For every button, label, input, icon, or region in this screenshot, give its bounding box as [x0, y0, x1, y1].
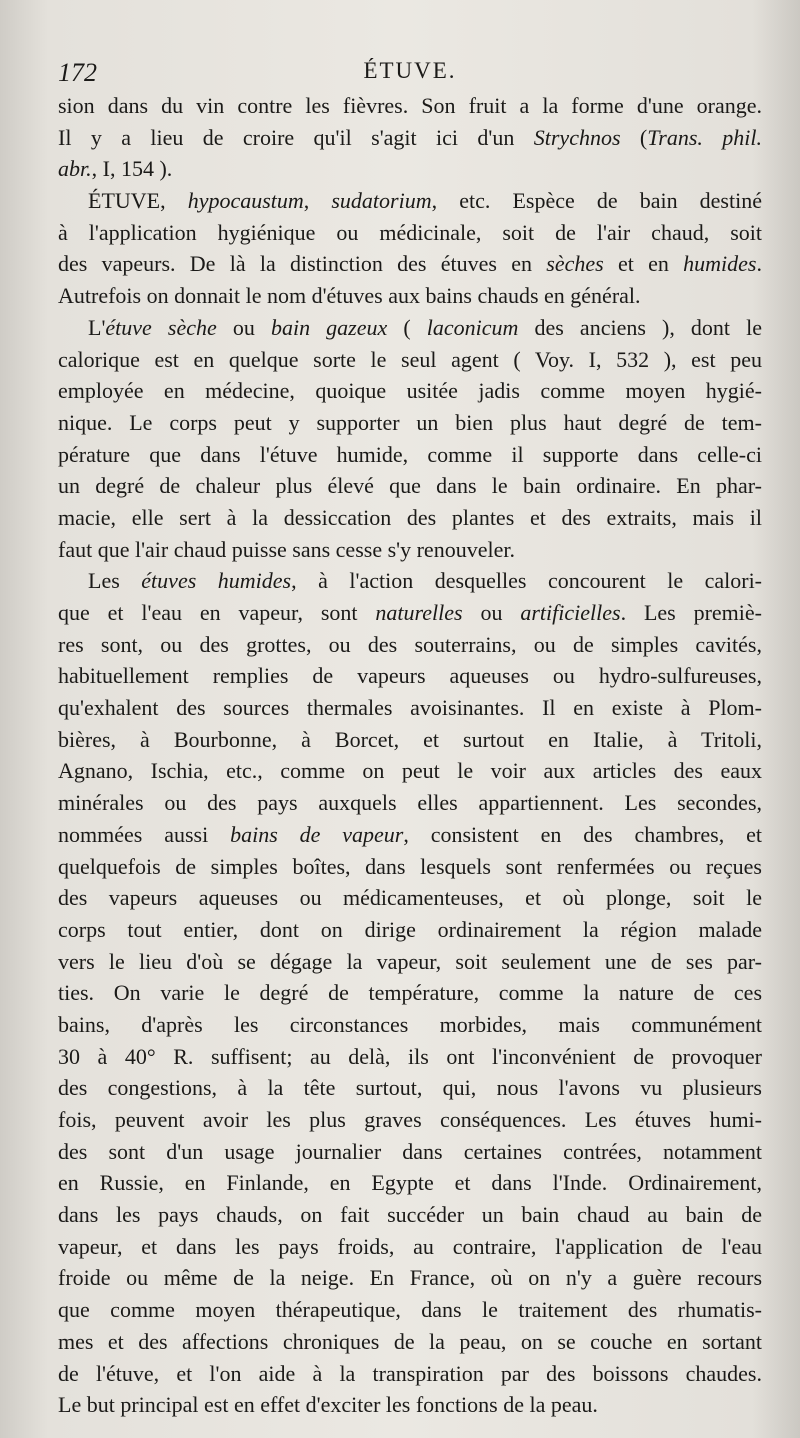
text-line: vapeur, et dans les pays froids, au contraire, l'application de l'eau — [58, 1233, 762, 1259]
text-line: sion dans du vin contre les fièvres. Son fruit a la forme d'une orange. — [58, 93, 762, 118]
text-line: L'étuve sèche ou bain gazeux ( laconicum des anciens ), dont le — [88, 314, 762, 340]
article-body — [58, 90, 762, 1421]
paragraph — [58, 312, 762, 566]
italic-term: Strychnos — [533, 124, 621, 150]
text-line: Agnano, Ischia, etc., comme on peut le voir aux articles des eaux — [58, 758, 762, 784]
text-line: des vapeurs aqueuses ou médicamenteuses, et où plonge, soit le — [58, 885, 762, 911]
italic-term: naturelles — [375, 600, 463, 625]
text-line: Les étuves humides, à l'action desquelles concourent le calori- — [88, 568, 763, 594]
text-line: qu'exhalent des sources thermales avoisinantes. Il en existe à Plom- — [58, 695, 762, 721]
text-line: ties. On varie le degré de température, comme la nature de ces — [58, 980, 762, 1006]
running-title: ÉTUVE. — [363, 58, 457, 83]
text-line: des vapeurs. De là la distinction des étuves en sèches et en humides. — [58, 251, 762, 277]
text-line: pérature que dans l'étuve humide, comme il supporte dans celle-ci — [58, 441, 762, 467]
italic-term: abr. — [58, 156, 92, 182]
text-line: faut que l'air chaud puisse sans cesse s'y renouveler. — [58, 536, 515, 562]
italic-term: hypocaustum — [187, 188, 304, 214]
text-line: des congestions, à la tête surtout, qui, nous l'avons vu plusieurs — [58, 1075, 762, 1101]
text-line: à l'application hygiénique ou médicinale, soit de l'air chaud, soit — [58, 219, 762, 245]
italic-term: sudatorium — [331, 188, 432, 214]
text-line: corps tout entier, dont on dirige ordinairement la région malade — [58, 916, 762, 942]
text-line: fois, peuvent avoir les plus graves conséquences. Les étuves humi- — [58, 1107, 762, 1132]
text-line: bières, à Bourbonne, à Borcet, et surtout en Italie, à Tritoli, — [58, 726, 762, 752]
italic-term: étuve sèche — [105, 314, 217, 340]
text-line: Il y a lieu de croire qu'il s'agit ici d'un Strychnos (Trans. phil. — [58, 124, 762, 150]
text-line: Le but principal est en effet d'exciter les fonctions de la peau. — [58, 1392, 598, 1418]
text-line: en Russie, en Finlande, en Egypte et dans l'Inde. Ordinairement, — [58, 1170, 762, 1196]
text-line: des sont d'un usage journalier dans certaines contrées, notamment — [58, 1138, 762, 1164]
text-line: dans les pays chauds, on fait succéder un bain chaud au bain de — [58, 1202, 762, 1228]
italic-term: bain gazeux — [270, 314, 388, 340]
text-line: froide ou même de la neige. En France, où on n'y a guère recours — [58, 1265, 762, 1291]
text-line: quelquefois de simples boîtes, dans lesquels sont renfermées ou reçues — [58, 853, 762, 879]
text-line: habituellement remplies de vapeurs aqueuses ou hydro-sulfureuses, — [58, 663, 762, 689]
text-line: mes et des affections chroniques de la peau, on se couche en sortant — [58, 1328, 762, 1354]
text-line: Autrefois on donnait le nom d'étuves aux bains chauds en général. — [58, 283, 641, 309]
text-line: un degré de chaleur plus élevé que dans le bain ordinaire. En phar- — [58, 473, 762, 499]
italic-term: étuves humides — [141, 568, 292, 594]
italic-term: bains de vapeur — [230, 821, 404, 847]
paragraph — [58, 90, 762, 185]
text-line: vers le lieu d'où se dégage la vapeur, soit seulement une de ses par- — [58, 948, 762, 974]
italic-term: Trans. phil. — [647, 124, 762, 150]
text-line: nommées aussi bains de vapeur, consistent en des chambres, et — [58, 821, 762, 847]
text-line: de l'étuve, et l'on aide à la transpiration par des boissons chaudes. — [58, 1360, 762, 1386]
paragraph — [58, 565, 762, 1421]
text-line: abr., I, 154 ). — [58, 156, 173, 182]
text-line: bains, d'après les circonstances morbides, mais communément — [58, 1011, 762, 1037]
text-line: ÉTUVE, hypocaustum, sudatorium, etc. Espèce de bain destiné — [88, 188, 762, 214]
text-line: que et l'eau en vapeur, sont naturelles ou artificielles. Les premiè- — [58, 600, 763, 625]
text-line: res sont, ou des grottes, ou des souterrains, ou de simples cavités, — [58, 631, 762, 657]
page-header — [58, 52, 762, 88]
text-line: que comme moyen thérapeutique, dans le traitement des rhumatis- — [58, 1297, 762, 1323]
text-line: employée en médecine, quoique usitée jadis comme moyen hygié- — [58, 378, 762, 404]
italic-term: artificielles — [520, 600, 621, 625]
page-number: 172 — [58, 58, 97, 87]
italic-term: laconicum — [426, 314, 519, 340]
text-line: nique. Le corps peut y supporter un bien plus haut degré de tem- — [58, 409, 762, 435]
italic-term: humides — [683, 251, 757, 277]
text-line: minérales ou des pays auxquels elles appartiennent. Les secondes, — [58, 790, 762, 816]
text-line: 30 à 40° R. suffisent; au delà, ils ont l'inconvénient de provoquer — [58, 1043, 762, 1069]
text-line: macie, elle sert à la dessiccation des plantes et des extraits, mais il — [58, 504, 762, 530]
italic-term: sèches — [546, 251, 604, 277]
paragraph — [58, 185, 762, 312]
text-line: calorique est en quelque sorte le seul agent ( Voy. I, 532 ), est peu — [58, 346, 762, 372]
